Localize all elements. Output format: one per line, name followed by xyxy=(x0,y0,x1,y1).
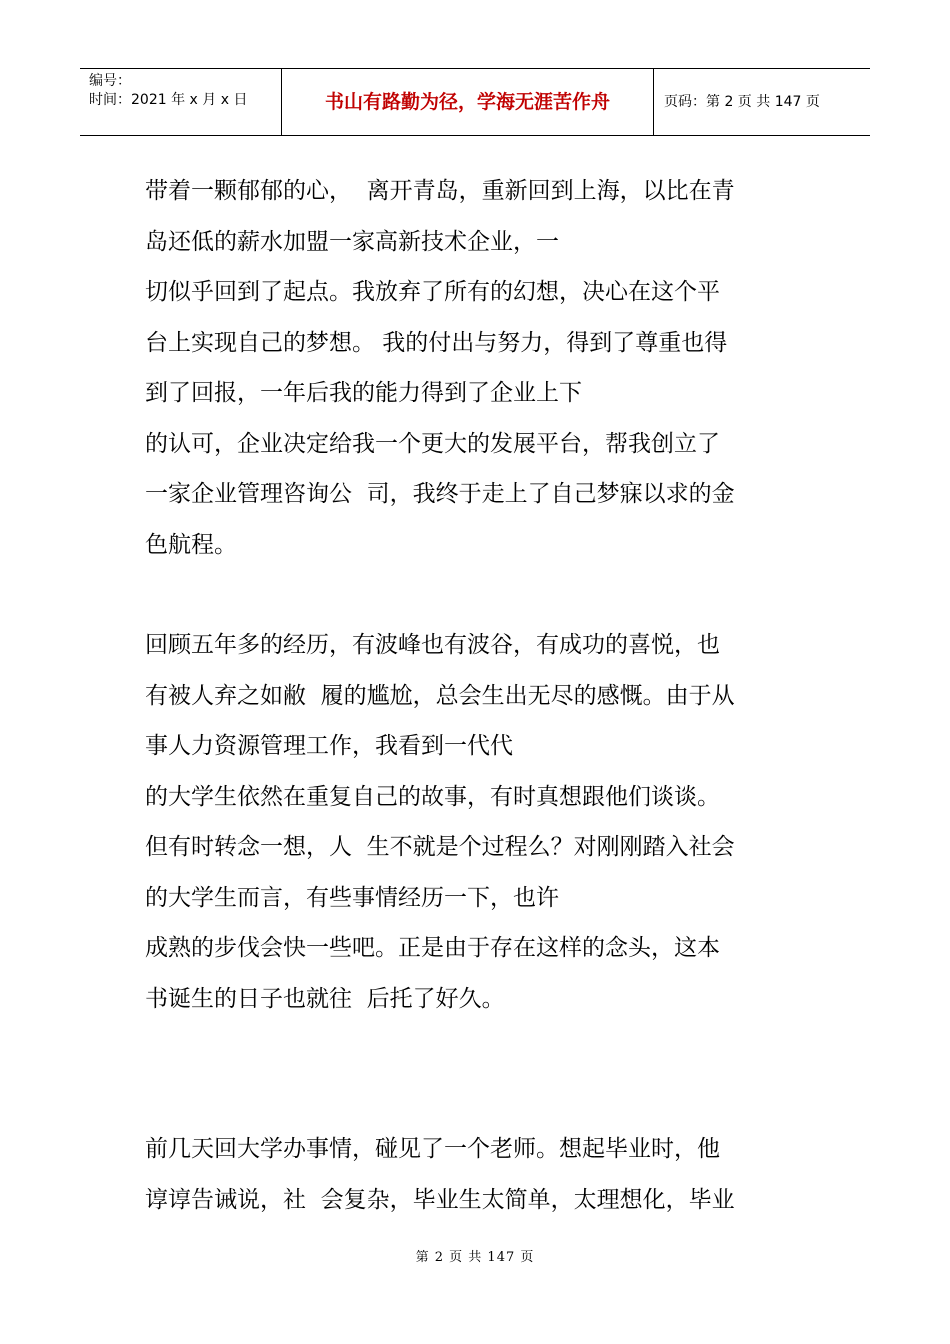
body-line: 的认可，企业决定给我一个更大的发展平台，帮我创立了 xyxy=(145,430,720,457)
body-line: 成熟的步伐会快一些吧。正是由于存在这样的念头，这本 xyxy=(145,935,720,961)
paragraph-gap xyxy=(145,570,810,620)
body-line: 的大学生而言，有些事情经历一下，也许 xyxy=(145,884,559,911)
body-line: 的大学生依然在重复自己的故事，有时真想跟他们谈谈。 xyxy=(145,783,720,810)
body-line: 书诞生的日子也就往 后托了好久。 xyxy=(145,985,505,1012)
body-line: 事人力资源管理工作，我看到一代代 xyxy=(145,733,513,759)
paragraph-gap xyxy=(145,1024,810,1124)
body-line: 岛还低的薪水加盟一家高新技术企业，一 xyxy=(145,228,559,255)
header-meta xyxy=(80,69,282,135)
document-time-label: 时间：2021 年 x 月 x 日 xyxy=(89,92,248,108)
body-line: 谆谆告诫说，社 会复杂，毕业生太简单，太理想化，毕业 xyxy=(145,1186,735,1213)
body-line: 切似乎回到了起点。我放弃了所有的幻想，决心在这个平 xyxy=(145,279,720,305)
body-line: 一家企业管理咨询公 司，我终于走上了自己梦寐以求的金 xyxy=(145,481,735,507)
body-line: 到了回报，一年后我的能力得到了企业上下 xyxy=(145,380,582,406)
document-number-label: 编号： xyxy=(89,73,131,89)
header-page-info: 页码：第 2 页 共 147 页 xyxy=(664,94,820,110)
body-line: 前几天回大学办事情，碰见了一个老师。想起毕业时，他 xyxy=(145,1136,720,1162)
body-line: 台上实现自己的梦想。 我的付出与努力，得到了尊重也得 xyxy=(145,329,728,356)
body-line: 有被人弃之如敝 履的尴尬，总会生出无尽的感慨。由于从 xyxy=(145,682,735,709)
body-line: 色航程。 xyxy=(145,531,237,558)
body-line: 回顾五年多的经历，有波峰也有波谷，有成功的喜悦，也 xyxy=(145,632,720,658)
body-line: 但有时转念一想，人 生不就是个过程么？对刚刚踏入社会 xyxy=(145,834,735,860)
body-line: 带着一颗郁郁的心， 离开青岛，重新回到上海，以比在青 xyxy=(145,178,735,204)
page-footer: 第 2 页 共 147 页 xyxy=(415,1250,535,1265)
header-motto: 书山有路勤为径，学海无涯苦作舟 xyxy=(282,69,654,135)
document-body xyxy=(145,166,810,1225)
page-header xyxy=(80,68,870,136)
